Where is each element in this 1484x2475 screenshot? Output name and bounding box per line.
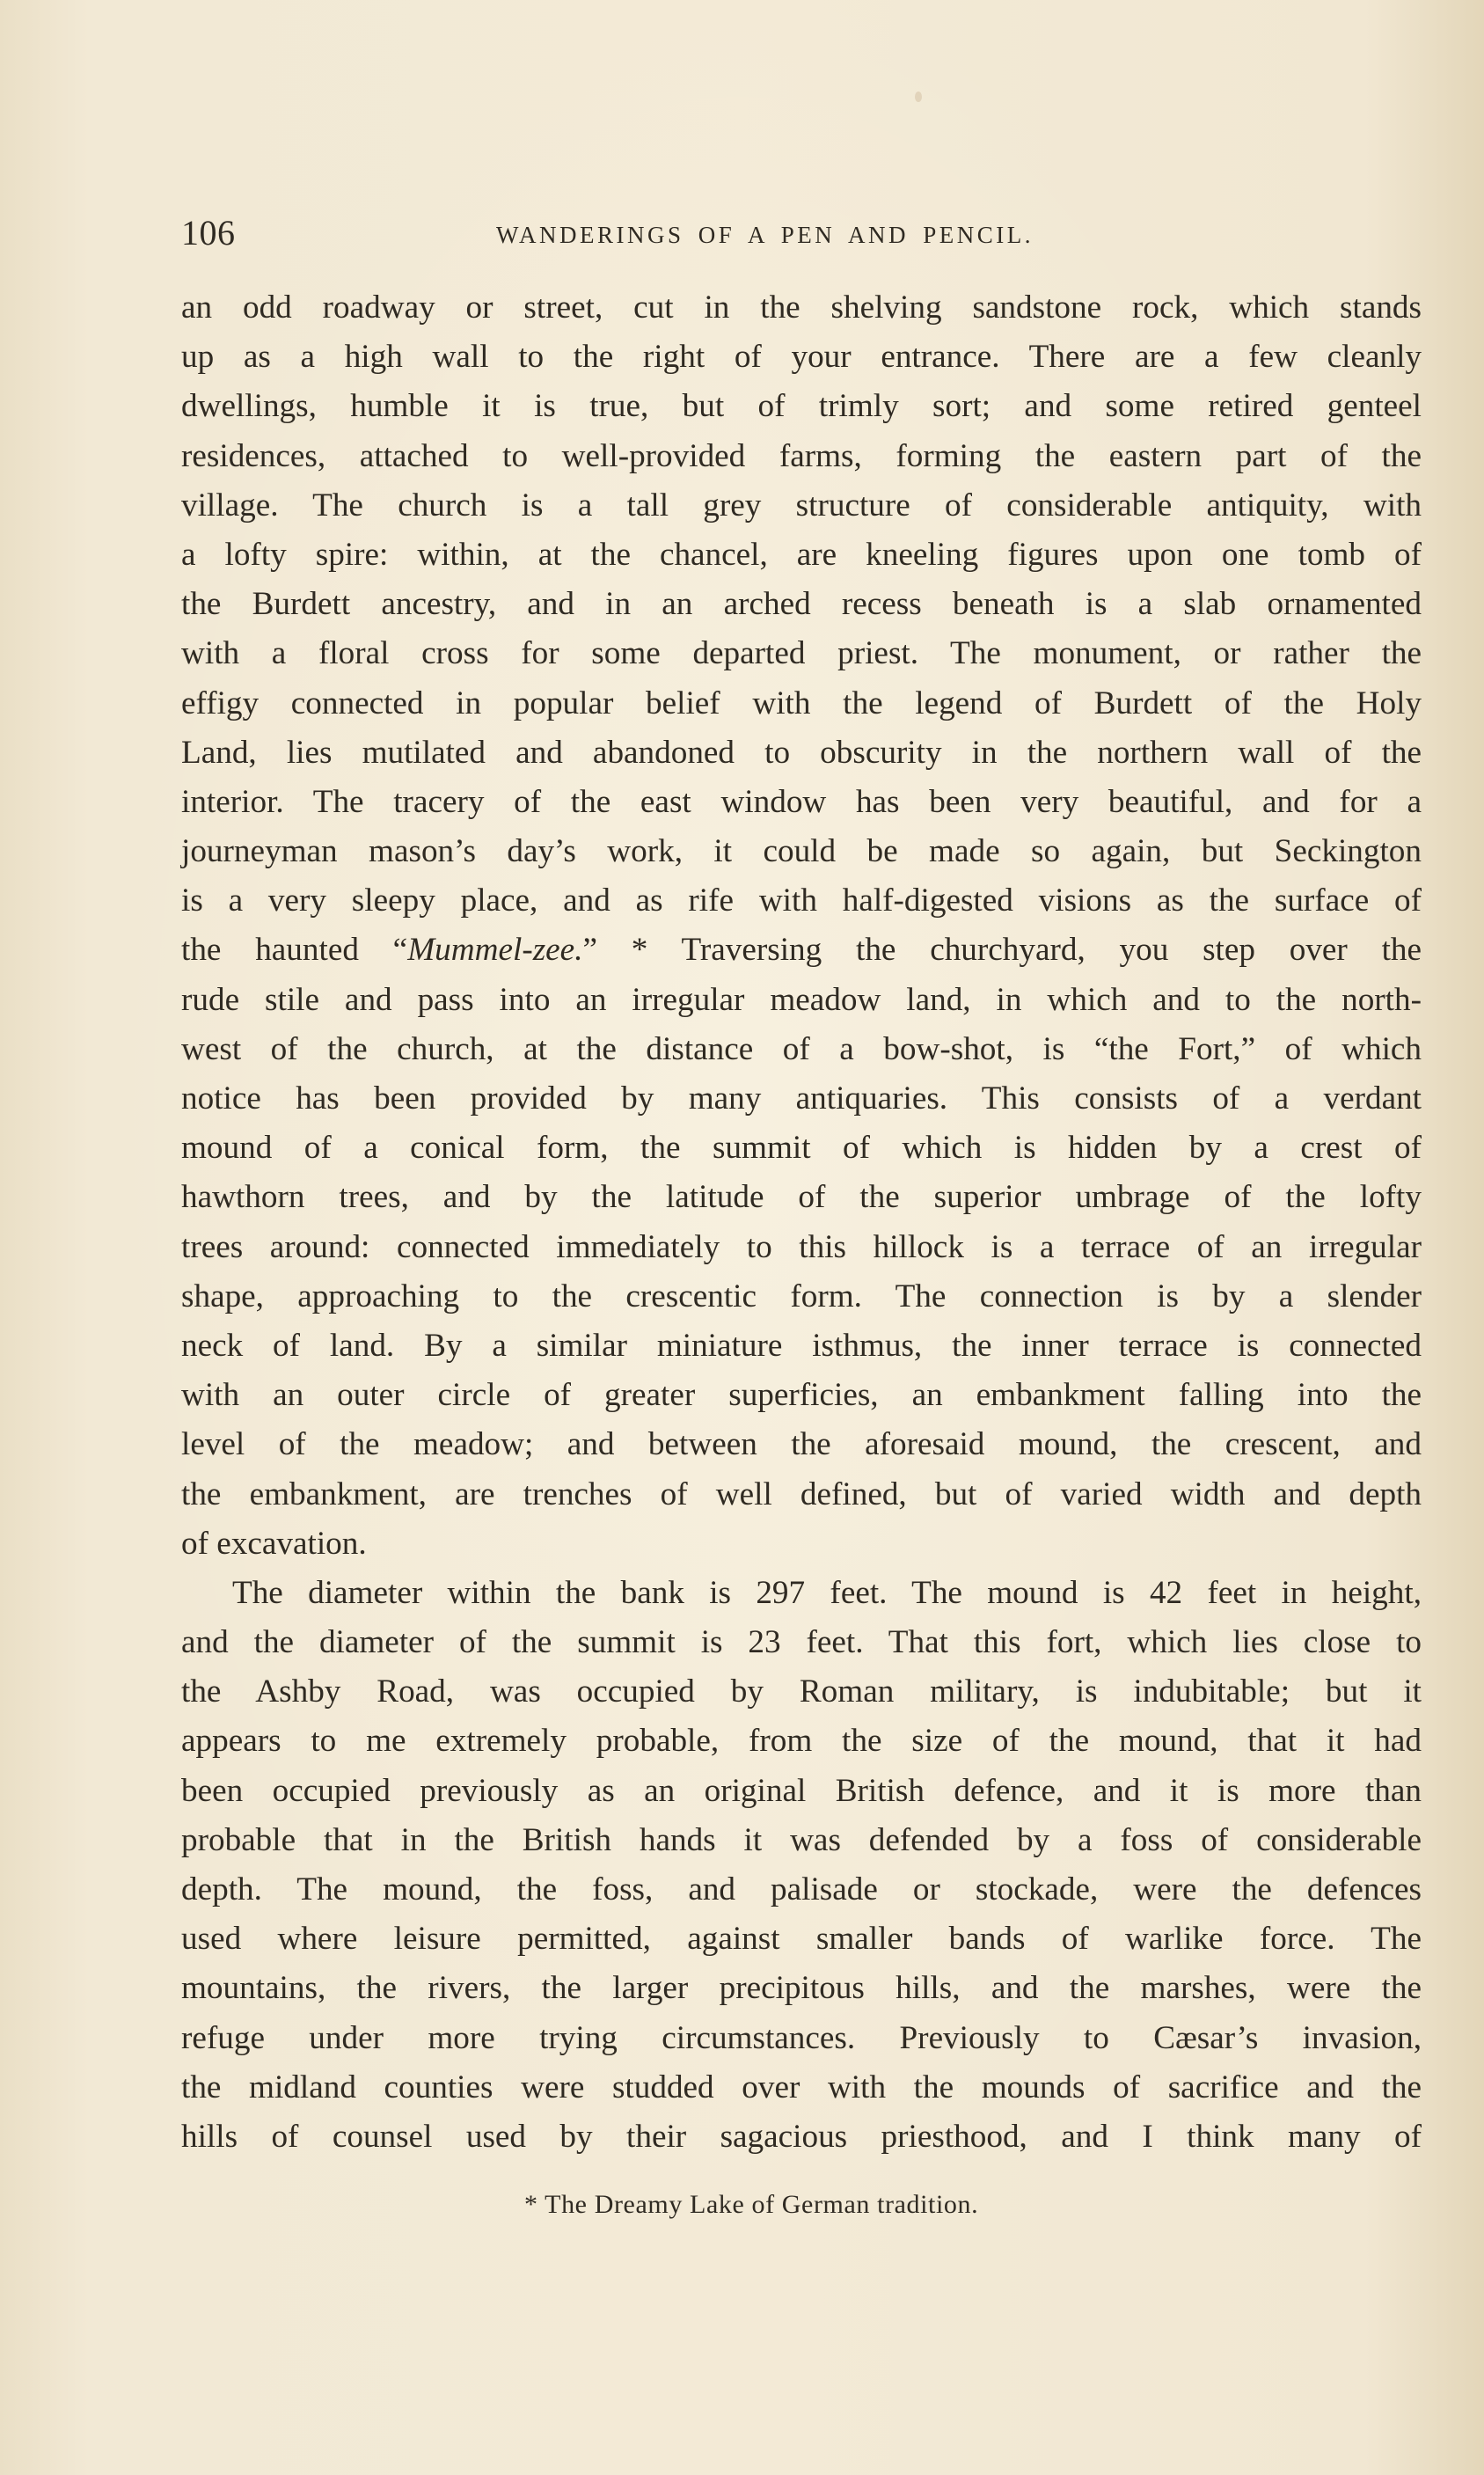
- text-line: residences, attached to well-provided farms, forming the eastern part of the: [181, 437, 1422, 474]
- text-line: with a floral cross for some departed priest. The monument, or rather the: [181, 635, 1422, 672]
- haunted-after: ” * Traversing the churchyard, you step over the: [582, 932, 1422, 969]
- footnote: * The Dreamy Lake of German tradition.: [524, 2190, 979, 2219]
- text-line: the Ashby Road, was occupied by Roman military, is indubitable; but it: [181, 1673, 1422, 1710]
- text-line: up as a high wall to the right of your entrance. There are a few cleanly: [181, 339, 1422, 376]
- text-line: with an outer circle of greater superficies, an embankment falling into the: [181, 1377, 1422, 1414]
- text-line: mound of a conical form, the summit of which is hidden by a crest of: [181, 1130, 1422, 1167]
- text-line: trees around: connected immediately to this hillock is a terrace of an irregular: [181, 1228, 1422, 1265]
- paper-blemish: [915, 92, 922, 102]
- text-line: been occupied previously as an original British defence, and it is more than: [181, 1772, 1422, 1809]
- text-line: notice has been provided by many antiquaries. This consists of a verdant: [181, 1080, 1422, 1117]
- text-line: journeyman mason’s day’s work, it could be made so again, but Seckington: [181, 833, 1422, 870]
- mummel-zee-italic: Mummel-zee.: [407, 932, 583, 969]
- text-line: the midland counties were studded over with the mounds of sacrifice and the: [181, 2069, 1422, 2105]
- text-line: is a very sleepy place, and as rife with half-digested visions as the surface of: [181, 882, 1422, 919]
- text-line: the embankment, are trenches of well defined, but of varied width and depth: [181, 1475, 1422, 1512]
- text-line: hawthorn trees, and by the latitude of the superior umbrage of the lofty: [181, 1179, 1422, 1216]
- text-line: interior. The tracery of the east window has been very beautiful, and for a: [181, 783, 1422, 820]
- text-line-haunted: [181, 926, 1422, 975]
- text-line: depth. The mound, the foss, and palisade or stockade, were the defences: [181, 1871, 1422, 1908]
- text-line: a lofty spire: within, at the chancel, are kneeling figures upon one tomb of: [181, 536, 1422, 573]
- body-text: [181, 283, 1422, 2162]
- haunted-before: the haunted “: [181, 932, 408, 969]
- text-line: shape, approaching to the crescentic form. The connection is by a slender: [181, 1278, 1422, 1314]
- text-line: rude stile and pass into an irregular meadow land, in which and to the north-: [181, 981, 1422, 1018]
- text-line: and the diameter of the summit is 23 feet. That this fort, which lies close to: [181, 1624, 1422, 1661]
- text-line: neck of land. By a similar miniature isthmus, the inner terrace is connected: [181, 1327, 1422, 1364]
- text-line: The diameter within the bank is 297 feet. The mound is 42 feet in height,: [232, 1574, 1422, 1611]
- running-header: [181, 211, 1422, 255]
- text-line: used where leisure permitted, against smaller bands of warlike force. The: [181, 1921, 1422, 1958]
- text-line: appears to me extremely probable, from the size of the mound, that it had: [181, 1723, 1422, 1760]
- text-line: probable that in the British hands it was defended by a foss of considerable: [181, 1821, 1422, 1858]
- text-line: mountains, the rivers, the larger precipitous hills, and the marshes, were the: [181, 1970, 1422, 2007]
- running-title: WANDERINGS OF A PEN AND PENCIL.: [496, 222, 1034, 248]
- text-line: effigy connected in popular belief with the legend of Burdett of the Holy: [181, 685, 1422, 721]
- text-line: level of the meadow; and between the aforesaid mound, the crescent, and: [181, 1426, 1422, 1463]
- text-line: of excavation.: [181, 1525, 367, 1562]
- text-line: the Burdett ancestry, and in an arched recess beneath is a slab ornamented: [181, 586, 1422, 623]
- text-line: Land, lies mutilated and abandoned to obscurity in the northern wall of the: [181, 734, 1422, 771]
- page-number: 106: [181, 213, 236, 253]
- text-line: village. The church is a tall grey structure of considerable antiquity, with: [181, 487, 1422, 524]
- text-line: refuge under more trying circumstances. Previously to Cæsar’s invasion,: [181, 2019, 1422, 2056]
- text-line: dwellings, humble it is true, but of trimly sort; and some retired genteel: [181, 388, 1422, 425]
- text-line: west of the church, at the distance of a bow-shot, is “the Fort,” of which: [181, 1030, 1422, 1067]
- text-line: an odd roadway or street, cut in the shelving sandstone rock, which stands: [181, 289, 1422, 326]
- text-line: hills of counsel used by their sagacious priesthood, and I think many of: [181, 2118, 1422, 2155]
